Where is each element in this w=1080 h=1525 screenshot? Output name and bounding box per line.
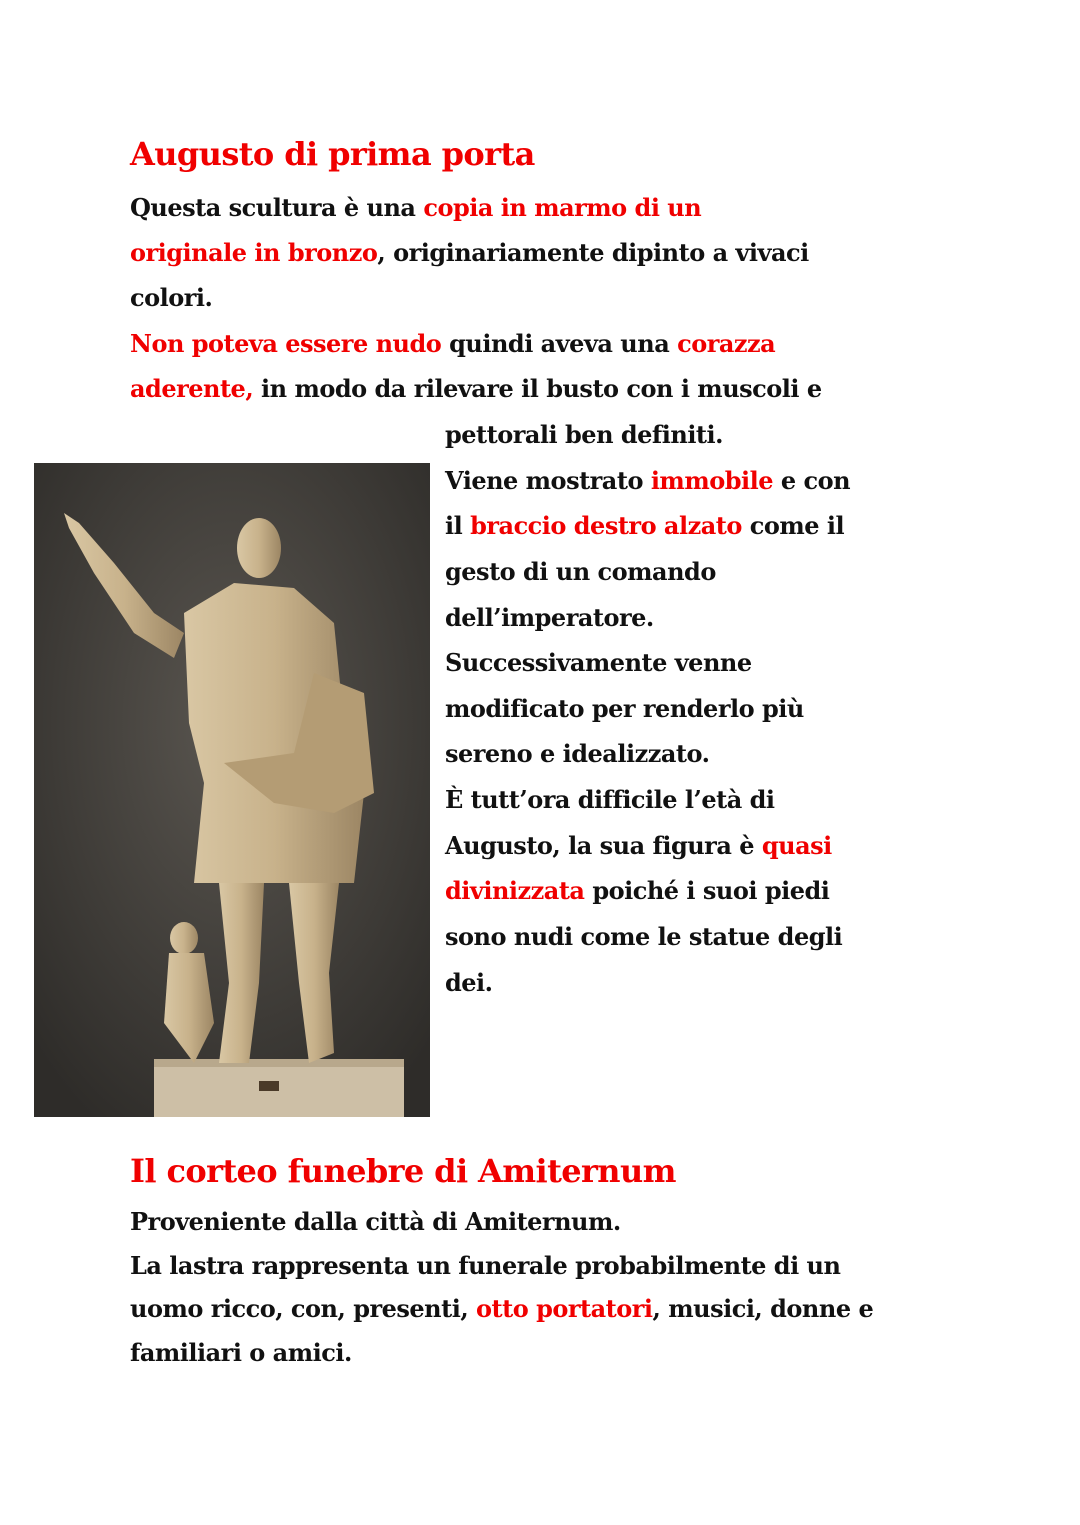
body-text: colori. (130, 283, 213, 312)
text-line (445, 603, 654, 633)
text-line (130, 1294, 873, 1324)
body-text: Successivamente venne (445, 648, 752, 677)
body-text: pettorali ben definiti. (445, 420, 723, 449)
text-line (445, 739, 709, 769)
text-line (445, 648, 752, 678)
section-title-augusto: Augusto di prima porta (130, 135, 535, 173)
highlighted-text: aderente, (130, 374, 254, 403)
body-text: sono nudi come le statue degli (445, 922, 843, 951)
text-line (130, 283, 212, 313)
text-line (445, 420, 723, 450)
body-text: La lastra rappresenta un funerale probabilmente di un (130, 1251, 841, 1280)
text-line (130, 238, 809, 268)
text-line (130, 374, 822, 404)
highlighted-text: Non poteva essere nudo (130, 329, 442, 358)
body-text: il (445, 511, 471, 540)
body-text: Proveniente dalla città di Amiternum. (130, 1207, 621, 1236)
text-line (445, 922, 842, 952)
section-title-amiternum: Il corteo funebre di Amiternum (130, 1152, 676, 1190)
body-text: Questa scultura è una (130, 193, 424, 222)
highlighted-text: immobile (650, 466, 774, 495)
body-text: dell’imperatore. (445, 603, 654, 632)
body-text: uomo ricco, con, presenti, (130, 1294, 477, 1323)
body-text: Viene mostrato (445, 466, 651, 495)
text-line (445, 785, 775, 815)
body-text: modificato per renderlo più (445, 694, 804, 723)
text-line (130, 193, 701, 223)
text-line (445, 876, 829, 906)
text-line (445, 557, 716, 587)
body-text: poiché i suoi piedi (584, 876, 830, 905)
text-line (130, 1207, 621, 1237)
body-text: quindi aveva una (441, 329, 678, 358)
highlighted-text: otto portatori (476, 1294, 653, 1323)
body-text: dei. (445, 968, 493, 997)
body-text: sereno e idealizzato. (445, 739, 710, 768)
body-text: e con (773, 466, 851, 495)
highlighted-text: copia in marmo di un (423, 193, 702, 222)
highlighted-text: originale in bronzo (130, 238, 378, 267)
statue-photo-augusto-prima-porta (34, 463, 430, 1117)
body-text: in modo da rilevare il busto con i muscoli e (253, 374, 822, 403)
text-line (445, 694, 804, 724)
body-text: Augusto, la sua figura è (445, 831, 762, 860)
highlighted-text: divinizzata (445, 876, 585, 905)
text-line (445, 831, 832, 861)
body-text: , musici, donne e (652, 1294, 874, 1323)
text-line (445, 511, 844, 541)
highlighted-text: corazza (677, 329, 776, 358)
text-line (130, 1251, 840, 1281)
body-text: familiari o amici. (130, 1338, 352, 1367)
highlighted-text: quasi (761, 831, 832, 860)
highlighted-text: braccio destro alzato (470, 511, 742, 540)
body-text: , originariamente dipinto a vivaci (377, 238, 809, 267)
body-text: gesto di un comando (445, 557, 716, 586)
body-text: È tutt’ora difficile l’età di (445, 785, 775, 814)
text-line (130, 1338, 352, 1368)
text-line (130, 329, 775, 359)
text-line (445, 968, 493, 998)
body-text: come il (741, 511, 845, 540)
text-line (445, 466, 850, 496)
